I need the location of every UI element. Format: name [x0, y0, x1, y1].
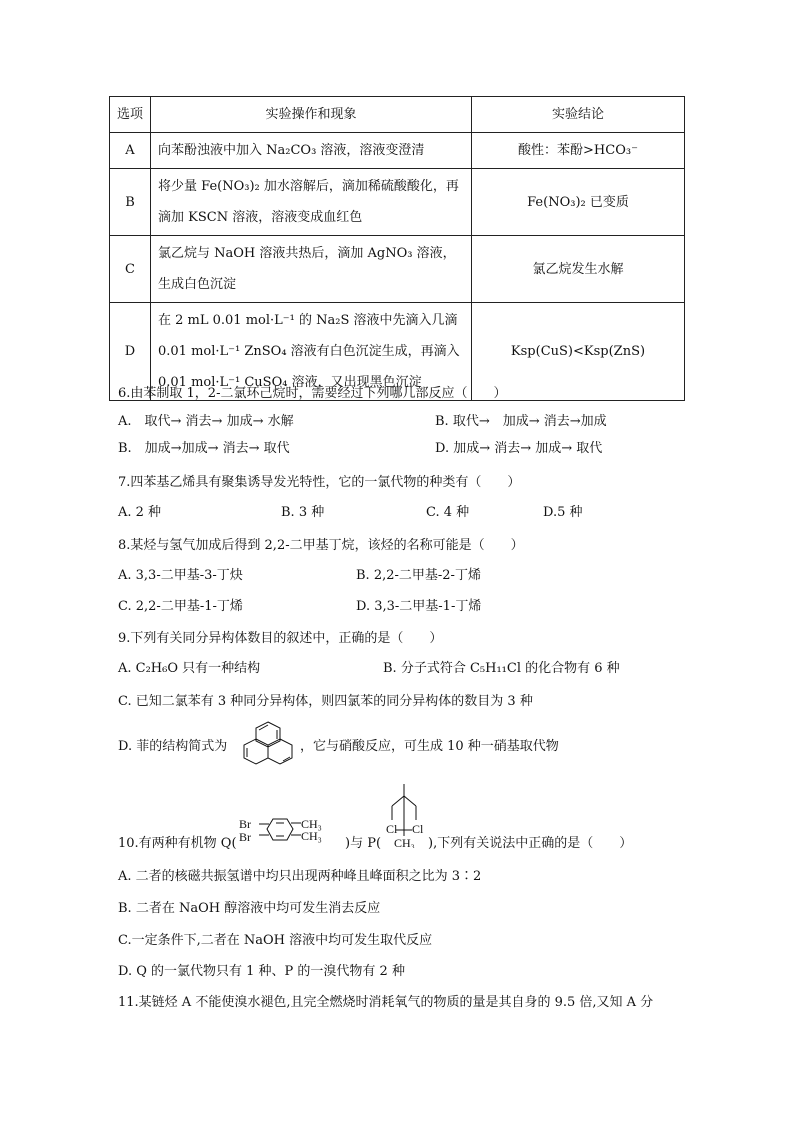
q10-option-b: B. 二者在 NaOH 醇溶液中均可发生消去反应: [118, 901, 381, 916]
q6-option-b: B. 取代→ 加成→ 消去→加成: [435, 414, 607, 429]
header-operation: 实验操作和现象: [151, 97, 472, 133]
experiment-table: [109, 96, 685, 401]
q10-option-a: A. 二者的核磁共振氢谱中均只出现两种峰且峰面积之比为 3∶2: [118, 869, 482, 884]
row-conclusion: Fe(NO₃)₂ 已变质: [472, 169, 685, 236]
q-br-label: Br: [239, 830, 251, 844]
q-ch3-label: CH₃: [301, 817, 322, 831]
q9-option-d-suffix: ，它与硝酸反应，可生成 10 种一硝基取代物: [300, 739, 559, 754]
q8-option-c: C. 2,2-二甲基-1-丁烯: [118, 599, 243, 614]
row-operation: [151, 236, 472, 303]
q10-option-c: C.一定条件下,二者在 NaOH 溶液中均可发生取代反应: [118, 933, 433, 948]
q9-option-c: C. 已知二氯苯有 3 种同分异构体，则四氯苯的同分异构体的数目为 3 种: [118, 694, 533, 709]
question-9-stem: 9.下列有关同分异构体数目的叙述中，正确的是（ ）: [118, 631, 443, 646]
q-ch3-label: CH₃: [301, 829, 322, 843]
table-header-row: [110, 97, 685, 133]
operation-line: 0.01 mol·L⁻¹ CuSO₄ 溶液，又出现黑色沉淀: [158, 375, 422, 390]
row-conclusion: Ksp(CuS)<Ksp(ZnS): [472, 303, 685, 401]
row-conclusion: 酸性：苯酚>HCO₃⁻: [472, 133, 685, 169]
q8-option-b: B. 2,2-二甲基-2-丁烯: [356, 568, 481, 583]
q6-option-c: B. 加成→加成→ 消去→ 取代: [118, 441, 290, 456]
table-row: [110, 236, 685, 303]
q7-option-d: D.5 种: [543, 505, 583, 520]
q8-option-d: D. 3,3-二甲基-1-丁烯: [356, 599, 482, 614]
row-operation: [151, 133, 472, 169]
q6-option-d: D. 加成→ 消去→ 加成→ 取代: [435, 441, 603, 456]
operation-line: 将少量 Fe(NO₃)₂ 加水溶解后，滴加稀硫酸酸化，再: [158, 179, 459, 194]
row-option: D: [110, 303, 151, 401]
phenanthrene-structure: [240, 720, 300, 766]
q9-option-b: B. 分子式符合 C₅H₁₁Cl 的化合物有 6 种: [383, 661, 620, 676]
operation-line: 0.01 mol·L⁻¹ ZnSO₄ 溶液有白色沉淀生成，再滴入: [158, 344, 460, 359]
q10-option-d: D. Q 的一氯代物只有 1 种、P 的一溴代物有 2 种: [118, 964, 405, 979]
operation-line: 氯乙烷与 NaOH 溶液共热后，滴加 AgNO₃ 溶液，: [158, 246, 456, 261]
p-structure: [374, 778, 434, 848]
row-option: A: [110, 133, 151, 169]
q8-option-a: A. 3,3-二甲基-3-丁炔: [118, 568, 243, 583]
operation-line: 向苯酚浊液中加入 Na₂CO₃ 溶液，溶液变澄清: [158, 143, 425, 158]
p-cl-label: Cl: [386, 822, 398, 836]
q9-option-a: A. C₂H₆O 只有一种结构: [118, 661, 261, 676]
header-conclusion: 实验结论: [472, 97, 685, 133]
q-structure: [237, 815, 345, 849]
table-row: [110, 169, 685, 236]
q10-stem-suffix: ),下列有关说法中正确的是（ ）: [428, 836, 633, 851]
operation-line: 生成白色沉淀: [158, 277, 237, 292]
header-option: 选项: [110, 97, 151, 133]
row-conclusion: 氯乙烷发生水解: [472, 236, 685, 303]
question-8-stem: 8.某烃与氢气加成后得到 2,2-二甲基丁烷，该烃的名称可能是（ ）: [118, 538, 524, 553]
q9-option-d-prefix: D. 菲的结构简式为: [118, 739, 228, 754]
q-br-label: Br: [239, 817, 251, 831]
row-operation: [151, 169, 472, 236]
q7-option-c: C. 4 种: [426, 505, 470, 520]
operation-line: 在 2 mL 0.01 mol·L⁻¹ 的 Na₂S 溶液中先滴入几滴: [158, 313, 458, 328]
q7-option-b: B. 3 种: [281, 505, 325, 520]
table-row: [110, 133, 685, 169]
q6-option-a: A. 取代→ 消去→ 加成→ 水解: [118, 414, 294, 429]
q10-stem-prefix: 10.有两种有机物 Q(: [118, 836, 237, 851]
q10-stem-mid: )与 P(: [345, 836, 382, 851]
question-7-stem: 7.四苯基乙烯具有聚集诱导发光特性，它的一氯代物的种类有（ ）: [118, 475, 521, 490]
operation-line: 滴加 KSCN 溶液，溶液变成血红色: [158, 210, 363, 225]
question-11-stem: 11.某链烃 A 不能使溴水褪色,且完全燃烧时消耗氧气的物质的量是其自身的 9.5 倍,又知 A 分: [118, 995, 654, 1010]
question-6-stem: 6.由苯制取 1，2-二氯环己烷时，需要经过下列哪几部反应（ ）: [118, 386, 507, 401]
q7-option-a: A. 2 种: [118, 505, 162, 520]
row-option: B: [110, 169, 151, 236]
row-option: C: [110, 236, 151, 303]
p-cl-label: Cl: [412, 822, 424, 836]
p-ch3-label: CH₃: [394, 836, 415, 848]
